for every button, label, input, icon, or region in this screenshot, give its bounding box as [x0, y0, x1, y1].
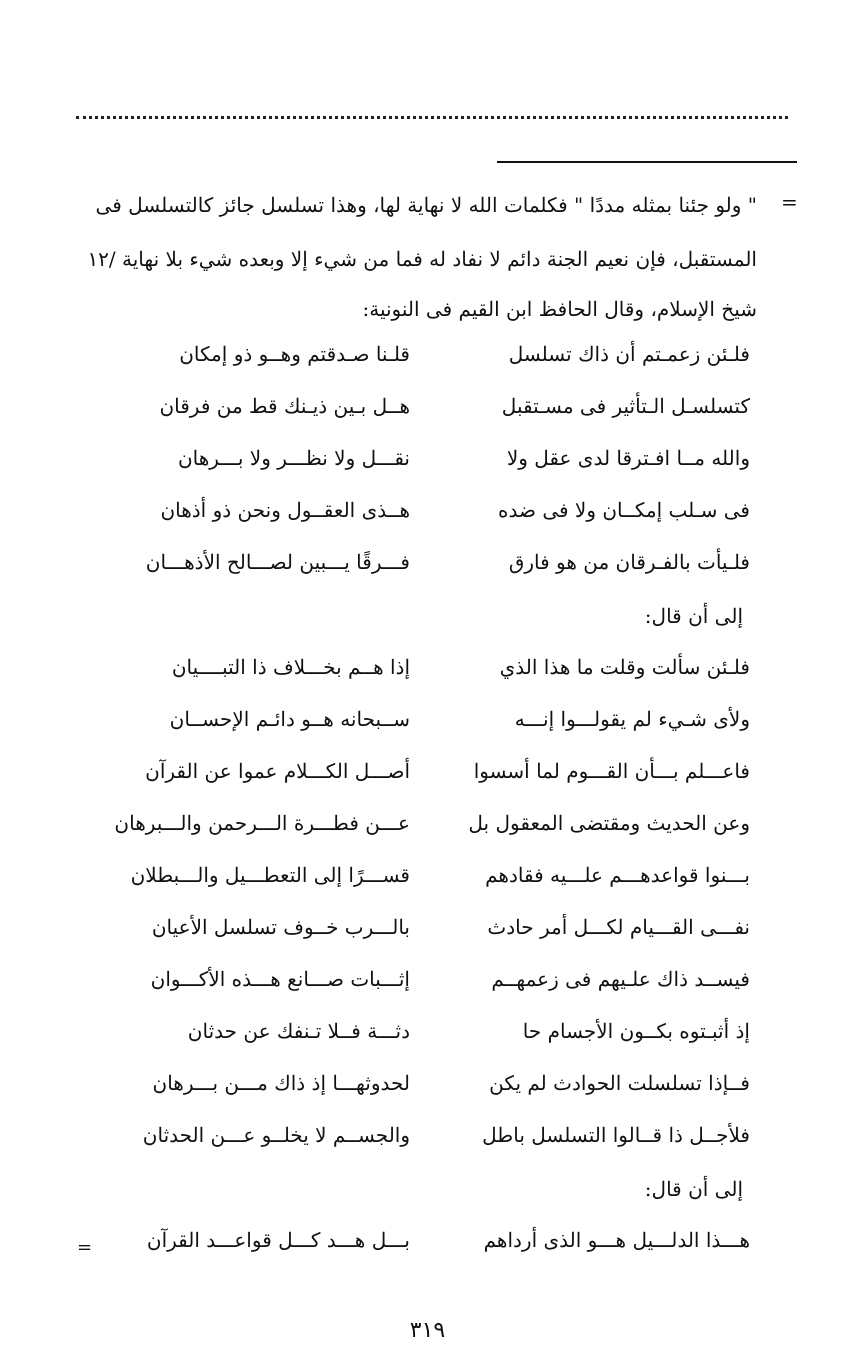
verse-second-hemistich: بالـــرب خــوف تسلسل الأعيان: [151, 915, 410, 939]
verse-line: [120, 909, 750, 945]
verse-line: [120, 753, 750, 789]
footnote-separator-rule: [497, 161, 797, 163]
verse-line: [120, 544, 750, 580]
verse-first-hemistich: فاعـــلم بـــأن القـــوم لما أسسوا: [473, 759, 750, 783]
footnote-continues-mark: =: [77, 1237, 93, 1258]
verse-second-hemistich: هــذى العقــول ونحن ذو أذهان: [160, 498, 410, 522]
verse-second-hemistich: هــل بـين ذيـنك قط من فرقان: [159, 394, 410, 418]
verse-line: [120, 336, 750, 372]
dotted-separator: [76, 116, 788, 119]
section-label: إلى أن قال:: [644, 1177, 743, 1201]
footnote-line-2: المستقبل، فإن نعيم الجنة دائم لا نفاد له فما من شيء إلا وبعده شيء بلا نهاية /١٢: [87, 247, 757, 271]
verse-first-hemistich: فلـئن سألت وقلت ما هذا الذي: [499, 655, 750, 679]
verse-second-hemistich: قســـرًا إلى التعطـــيل والـــبطلان: [130, 863, 410, 887]
verse-first-hemistich: فيســد ذاك علـيهم فى زعمهــم: [491, 967, 750, 991]
verse-line: [120, 440, 750, 476]
verse-first-hemistich: فلأجــل ذا قــالوا التسلسل باطل: [482, 1123, 750, 1147]
verse-first-hemistich: إذ أثبـتوه بكــون الأجسام حا: [522, 1019, 750, 1043]
verse-first-hemistich: وعن الحديث ومقتضى المعقول بل: [468, 811, 750, 835]
verse-line: [120, 388, 750, 424]
page-number: ٣١٩: [409, 1318, 446, 1343]
verse-first-hemistich: نفـــى القـــيام لكـــل أمر حادث: [487, 915, 750, 939]
verse-line: [120, 492, 750, 528]
verse-line: [120, 1013, 750, 1049]
verse-line: [120, 1222, 750, 1258]
verse-line: [120, 857, 750, 893]
verse-first-hemistich: ولأى شـيء لم يقولـــوا إنـــه: [514, 707, 750, 731]
verse-second-hemistich: إثـــبات صـــانع هـــذه الأكـــوان: [150, 967, 410, 991]
verse-line: [120, 1117, 750, 1153]
verse-line: [120, 961, 750, 997]
verse-second-hemistich: قلـنا صـدقتم وهــو ذو إمكان: [179, 342, 410, 366]
verse-first-hemistich: فلـئن زعمـتم أن ذاك تسلسل: [508, 342, 750, 366]
verse-first-hemistich: بـــنوا قواعدهـــم علـــيه فقادهم: [485, 863, 750, 887]
verse-first-hemistich: فلـيأت بالفـرقان من هو فارق: [508, 550, 750, 574]
verse-line: [114, 805, 750, 841]
verse-second-hemistich: دثـــة فــلا تـنفك عن حدثان: [187, 1019, 410, 1043]
verse-line: [120, 649, 750, 685]
verse-second-hemistich: والجســم لا يخلــو عـــن الحدثان: [142, 1123, 410, 1147]
verse-second-hemistich: نقـــل ولا نظـــر ولا بـــرهان: [177, 446, 410, 470]
verse-first-hemistich: فــإذا تسلسلت الحوادث لم يكن: [489, 1071, 750, 1095]
verse-first-hemistich: فى سـلب إمكــان ولا فى ضده: [498, 498, 750, 522]
verse-second-hemistich: لحدوثهـــا إذ ذاك مـــن بـــرهان: [152, 1071, 410, 1095]
verse-second-hemistich: ســبحانه هــو دائـم الإحســان: [169, 707, 410, 731]
footnote-line-1: " ولو جئنا بمثله مددًا " فكلمات الله لا نهاية لها، وهذا تسلسل جائز كالتسلسل فى: [95, 193, 757, 217]
verse-first-hemistich: هـــذا الدلـــيل هـــو الذى أرداهم: [483, 1228, 750, 1252]
verse-second-hemistich: فـــرقًا يـــبين لصـــالح الأذهـــان: [145, 550, 410, 574]
verse-second-hemistich: أصـــل الكـــلام عموا عن القرآن: [145, 759, 410, 783]
verse-line: [120, 1065, 750, 1101]
section-label: إلى أن قال:: [644, 604, 743, 628]
footnote-continuation-mark: =: [781, 190, 798, 214]
verse-second-hemistich: إذا هــم بخـــلاف ذا التبــــيان: [171, 655, 410, 679]
verse-line: [120, 701, 750, 737]
verse-first-hemistich: كتسلسـل الـتأثير فى مسـتقبل: [501, 394, 750, 418]
verse-second-hemistich: عـــن فطـــرة الـــرحمن والـــبرهان: [114, 811, 410, 835]
verse-second-hemistich: بـــل هـــد كـــل قواعـــد القرآن: [146, 1228, 410, 1252]
footnote-line-3: شيخ الإسلام، وقال الحافظ ابن القيم فى النونية:: [362, 297, 757, 321]
verse-first-hemistich: والله مــا افـترقا لدى عقل ولا: [506, 446, 750, 470]
